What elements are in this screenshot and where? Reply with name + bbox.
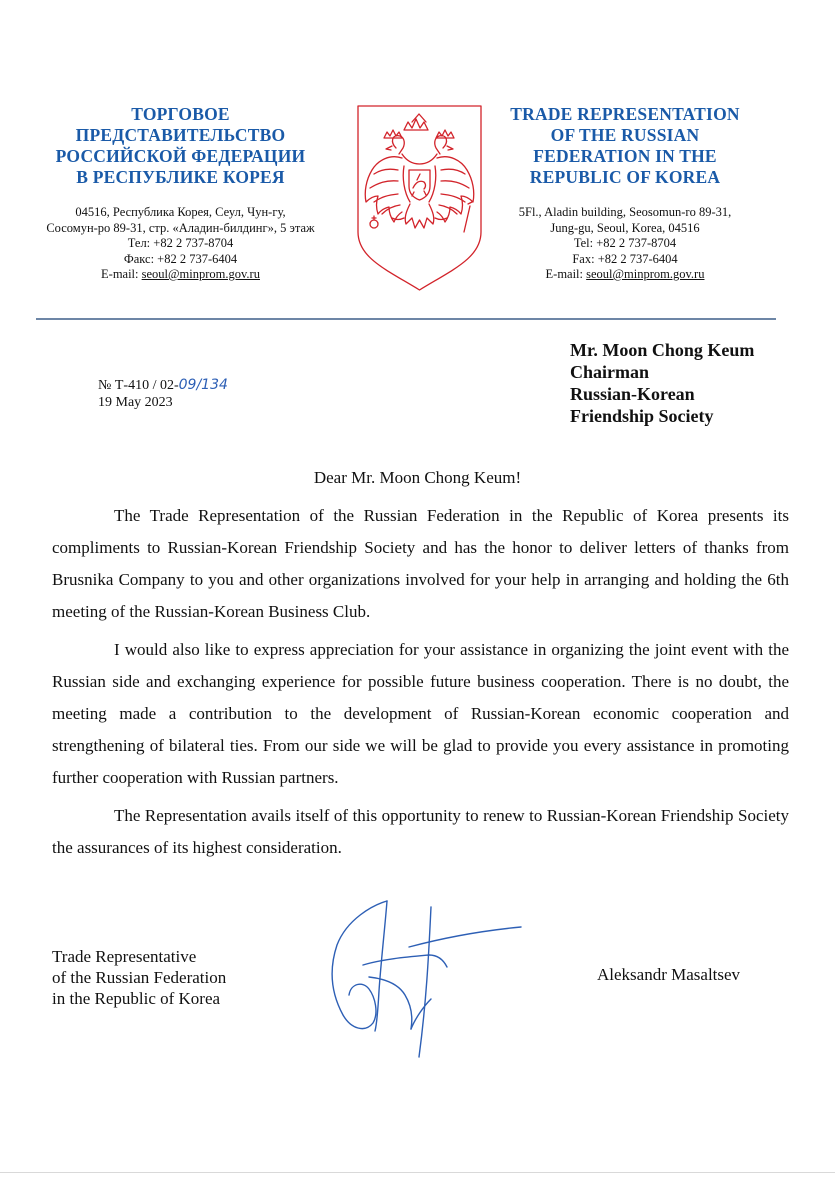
header-ru-title-line: ТОРГОВОЕ [131, 104, 230, 124]
header-en-email-row [495, 267, 755, 283]
letter-paragraph: The Trade Representation of the Russian Federation in the Republic of Korea presents its compliments to Russian-Korean Friendship Society and has the honor to deliver letters of thanks from Brusnika Company to you and other organizations involved for your help in arranging and holding the 6th meeting of the Russian-Korean Business Club. [52, 506, 789, 621]
header-ru-tel: Тел: +82 2 737-8704 [127, 236, 234, 250]
header-en-address-line: Jung-gu, Seoul, Korea, 04516 [550, 220, 700, 235]
recipient-org: Friendship Society [570, 406, 714, 426]
signatory-position-line: in the Republic of Korea [52, 989, 221, 1008]
letter-paragraph: I would also like to express appreciation for your assistance in organizing the joint event with the Russian side and exchanging experience for possible future business cooperation. There is no doubt, the meeting made a contribution to the development of Russian-Korean economic cooperation and strengthening of bilateral ties. From our side we will be glad to provide you every assistance in promoting further cooperation with Russian partners. [52, 640, 789, 787]
header-en [495, 104, 755, 283]
header-ru-title [18, 104, 343, 188]
header-en-email-link[interactable]: seoul@minprom.gov.ru [586, 267, 705, 281]
header-en-address-line: 5Fl., Aladin building, Seosomun-ro 89-31, [518, 205, 732, 219]
letter-paragraph: The Representation avails itself of this opportunity to renew to Russian-Korean Friendship Society the assurances of its highest consideration. [52, 806, 789, 857]
header-en-title [495, 104, 755, 188]
signatory-position-line: Trade Representative [52, 947, 197, 966]
header-en-title-line: OF THE RUSSIAN [550, 125, 700, 145]
header-ru-email-row [18, 267, 343, 283]
reference-block [98, 377, 228, 411]
header-ru-address-line: 04516, Республика Корея, Сеул, Чун-гу, [75, 205, 286, 219]
signatory-position [52, 946, 226, 1009]
signatory-name: Aleksandr Masaltsev [597, 965, 741, 984]
header-en-email-label: E-mail: [545, 267, 587, 281]
header-ru-email-label: E-mail: [101, 267, 142, 281]
header-ru [18, 104, 343, 283]
header-en-title-line: REPUBLIC OF KOREA [529, 167, 721, 187]
header-ru-title-line: ПРЕДСТАВИТЕЛЬСТВО [75, 125, 286, 145]
header-en-title-line: TRADE REPRESENTATION [510, 104, 740, 124]
reference-number-prefix: № Т-410 / 02- [98, 378, 179, 393]
header-en-fax: Fax: +82 2 737-6404 [572, 251, 678, 266]
handwritten-signature [325, 895, 525, 1065]
recipient-title: Chairman [570, 362, 650, 382]
header-en-tel: Tel: +82 2 737-8704 [573, 236, 677, 250]
header-en-address [495, 205, 755, 283]
header-ru-address [18, 205, 343, 283]
header-divider [36, 318, 776, 320]
header-ru-email-link[interactable]: seoul@minprom.gov.ru [141, 267, 260, 281]
recipient-block [570, 339, 754, 427]
header-ru-address-line: Сосомун-ро 89-31, стр. «Аладин-билдинг», 5 этаж [46, 220, 315, 235]
header-ru-title-line: РОССИЙСКОЙ ФЕДЕРАЦИИ [55, 146, 306, 166]
reference-number-handwritten: 09/134 [178, 377, 228, 393]
page-bottom-rule [0, 1172, 835, 1173]
letter-body [52, 500, 789, 870]
signatory-position-line: of the Russian Federation [52, 968, 227, 987]
reference-date: 19 May 2023 [98, 395, 173, 410]
recipient-name: Mr. Moon Chong Keum [570, 340, 755, 360]
salutation: Dear Mr. Moon Chong Keum! [313, 468, 522, 487]
reference-number [98, 377, 228, 394]
header-en-title-line: FEDERATION IN THE [533, 146, 717, 166]
header-ru-fax: Факс: +82 2 737-6404 [123, 251, 238, 266]
header-ru-title-line: В РЕСПУБЛИКЕ КОРЕЯ [76, 167, 285, 187]
emblem-icon [352, 100, 487, 292]
recipient-org: Russian-Korean [570, 384, 695, 404]
